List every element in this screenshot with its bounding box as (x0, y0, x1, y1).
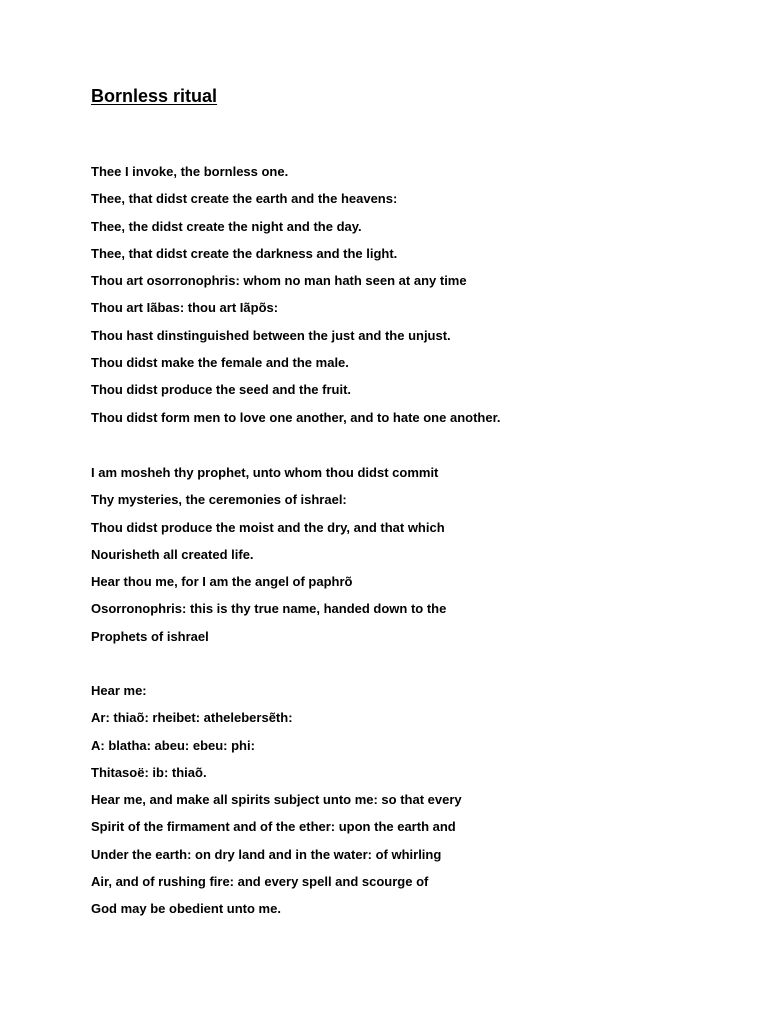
text-line: Thou hast dinstinguished between the just and the unjust. (91, 327, 451, 343)
text-line: Hear thou me, for I am the angel of paphrõ (91, 574, 353, 590)
text-line: Osorronophris: this is thy true name, handed down to the (91, 601, 447, 617)
text-line: Thee, the didst create the night and the day. (91, 218, 362, 234)
text-line: Thitasoë: ib: thiaõ. (91, 764, 207, 780)
text-line: Thou didst make the female and the male. (91, 355, 349, 371)
stanza-1 (91, 158, 501, 431)
text-line: Air, and of rushing fire: and every spell and scourge of (91, 874, 429, 890)
text-line: Thou art osorronophris: whom no man hath seen at any time (91, 273, 467, 289)
text-line: Spirit of the firmament and of the ether: upon the earth and (91, 819, 456, 835)
text-line: Thou art Iãbas: thou art Iãpõs: (91, 300, 279, 316)
text-line: A: blatha: abeu: ebeu: phi: (91, 737, 255, 753)
text-line: Hear me: (91, 683, 147, 698)
stanza-3 (91, 677, 462, 923)
text-line: Thee, that didst create the darkness and the light. (91, 245, 398, 261)
text-line: Thy mysteries, the ceremonies of ishrael: (91, 492, 347, 508)
text-line: Ar: thiaõ: rheibet: athelebersẽth: (91, 710, 293, 726)
stanza-2 (91, 459, 446, 650)
text-line: Thou didst produce the moist and the dry, and that which (91, 519, 445, 535)
text-line: Under the earth: on dry land and in the water: of whirling (91, 846, 442, 862)
text-line: Thee I invoke, the bornless one. (91, 164, 289, 179)
text-line: Prophets of ishrael (91, 628, 209, 644)
text-line: Thou didst form men to love one another, and to hate one another. (91, 409, 501, 425)
text-line: Thee, that didst create the earth and the heavens: (91, 191, 398, 207)
text-line: Hear me, and make all spirits subject unto me: so that every (91, 792, 462, 808)
text-line: I am mosheh thy prophet, unto whom thou didst commit (91, 465, 439, 480)
document-title: Bornless ritual (91, 86, 218, 106)
text-line: God may be obedient unto me. (91, 901, 281, 917)
text-line: Nourisheth all created life. (91, 546, 254, 562)
text-line: Thou didst produce the seed and the fruit. (91, 382, 352, 398)
